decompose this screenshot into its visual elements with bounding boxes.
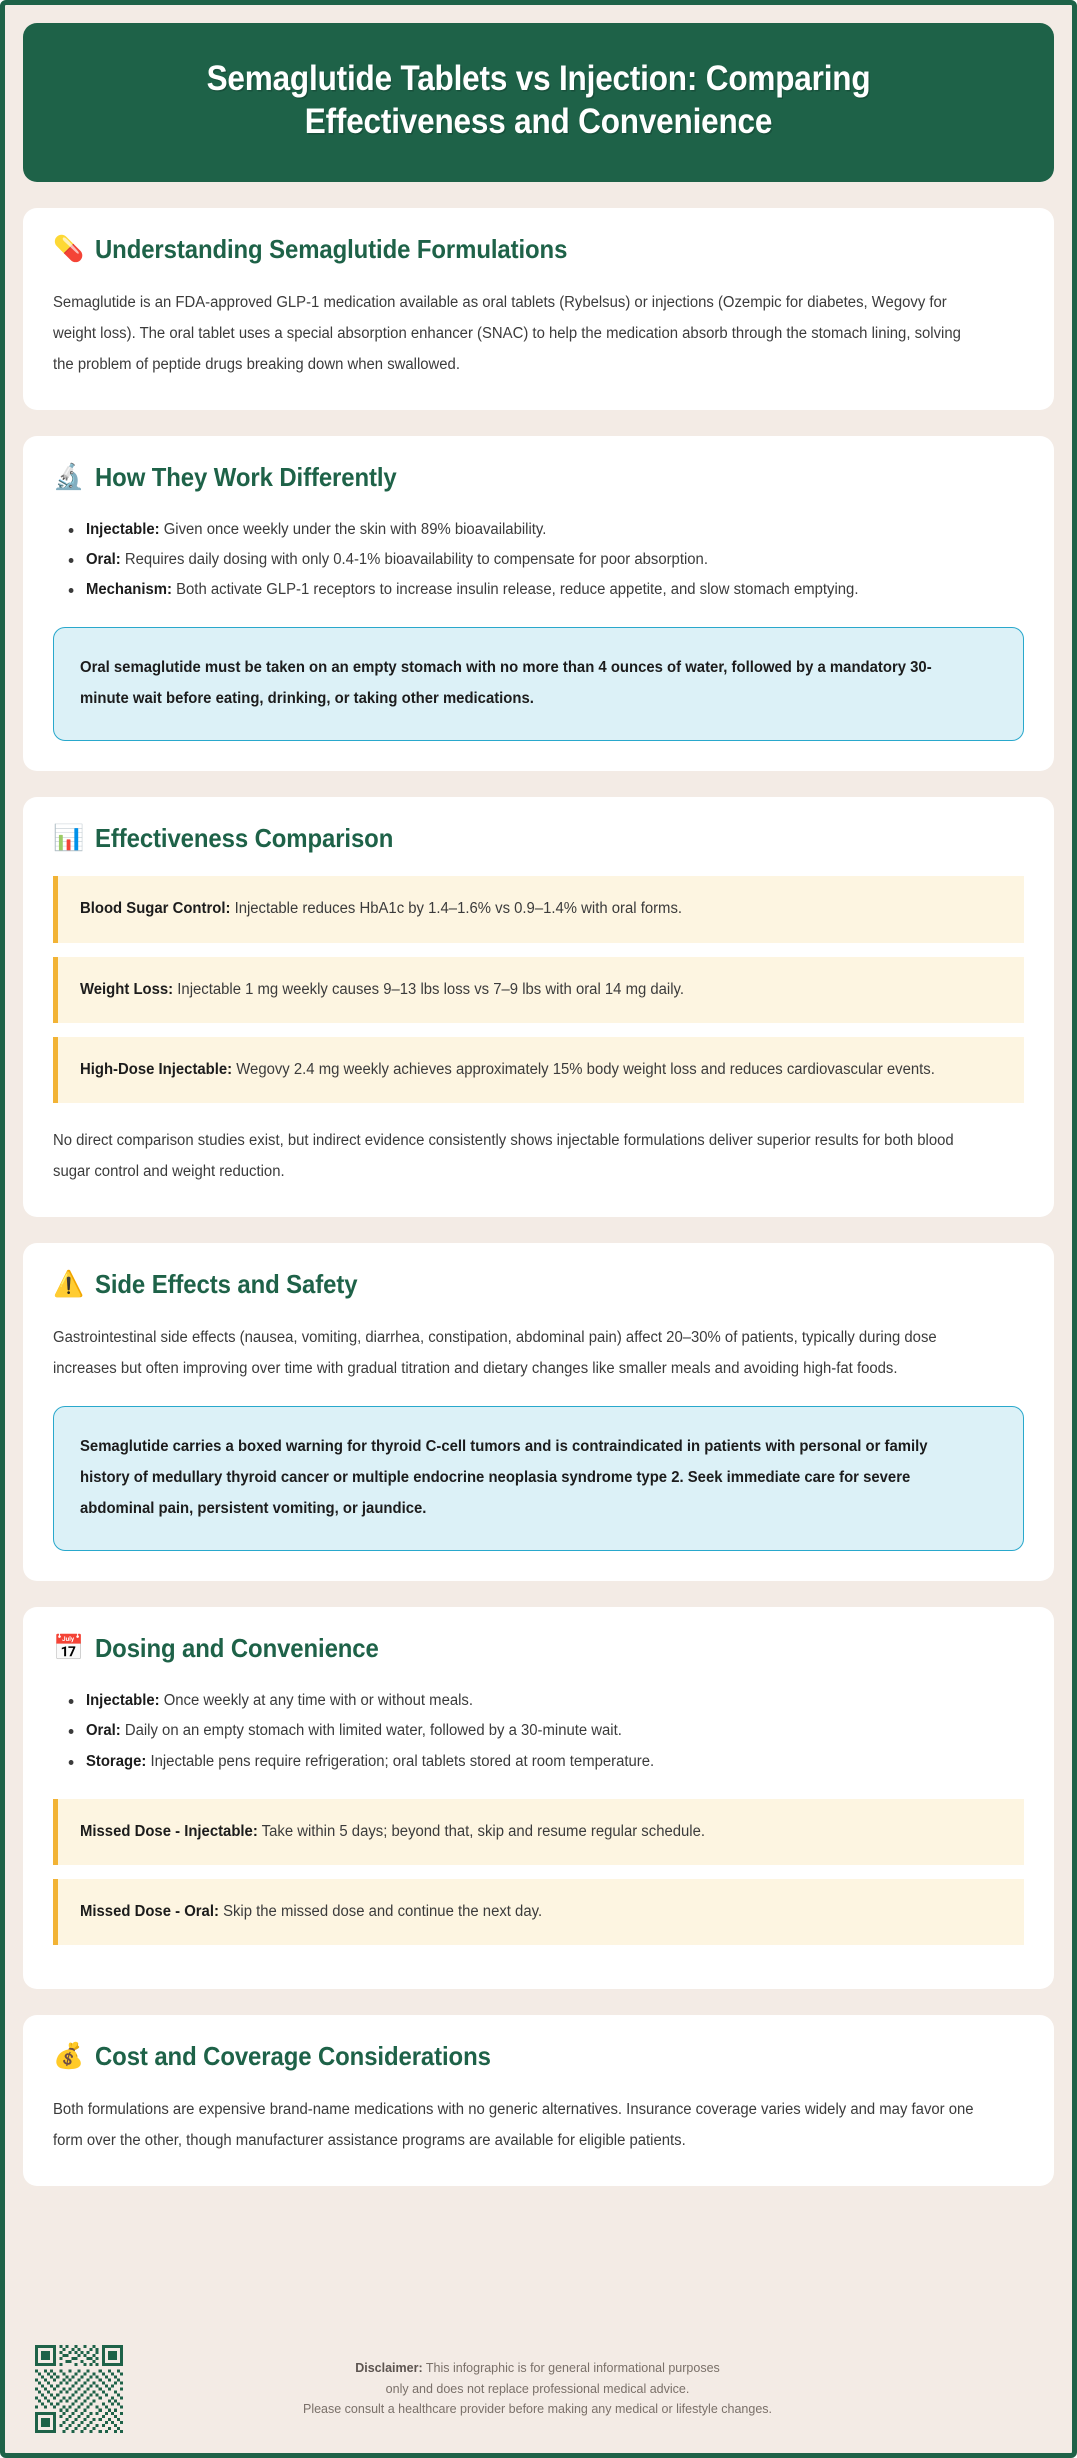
callout-text: Semaglutide carries a boxed warning for thyroid C-cell tumors and is contraindicated in patients with personal or family history of medullary thyroid cancer or multiple endocrine neoplasia syndrome type 2. Seek immediate care for severe abdominal pain, persistent vomiting, or jaundice.: [80, 1438, 928, 1518]
list-item: [61, 1716, 985, 1746]
bullet-list: [61, 515, 1024, 606]
section-title: How They Work Differently: [95, 461, 397, 492]
section-header: [53, 2041, 1024, 2072]
highlight-row: [53, 876, 1024, 942]
highlight-text: [80, 1897, 967, 1927]
qr-code-icon: [35, 2345, 123, 2433]
disclaimer-line-2: only and does not replace professional medical advice.: [385, 2381, 690, 2396]
section-header: [53, 1633, 1024, 1664]
highlight-text: [80, 975, 967, 1005]
calendar-icon: 📅: [53, 1634, 85, 1663]
highlight-text: [80, 1055, 967, 1085]
callout-text: Oral semaglutide must be taken on an empty stomach with no more than 4 ounces of water, followed by a mandatory 30-minute wait before eating, drinking, or taking other medications.: [80, 659, 932, 708]
section-title: Dosing and Convenience: [95, 1633, 379, 1664]
bullet-label: Oral:: [85, 551, 121, 568]
section-cost-and-coverage-considerations: [23, 2015, 1054, 2186]
highlight-body: Injectable reduces HbA1c by 1.4–1.6% vs 0.9–1.4% with oral forms.: [230, 900, 683, 918]
section-title: Effectiveness Comparison: [95, 823, 394, 854]
disclaimer-label: Disclaimer:: [355, 2361, 423, 2376]
section-understanding-semaglutide-formulations: [23, 208, 1054, 410]
highlight-text: [80, 894, 967, 924]
bullet-text: Once weekly at any time with or without meals.: [159, 1692, 474, 1710]
microscope-icon: 🔬: [53, 462, 85, 491]
warning-icon: ⚠️: [53, 1270, 85, 1299]
highlight-label: Missed Dose - Injectable:: [80, 1822, 258, 1840]
section-closing-paragraph: No direct comparison studies exist, but indirect evidence consistently shows injectable formulations deliver superior results for both blood sugar control and weight reduction.: [53, 1132, 954, 1181]
bullet-label: Oral:: [85, 1722, 121, 1740]
highlight-label: Weight Loss:: [80, 980, 174, 998]
list-item: [61, 515, 985, 545]
pill-icon: 💊: [53, 234, 85, 263]
header-banner: [23, 23, 1054, 182]
section-effectiveness-comparison: [23, 797, 1054, 1217]
bullet-text: Injectable pens require refrigeration; oral tablets stored at room temperature.: [146, 1752, 655, 1770]
bullet-list: [61, 1686, 1024, 1777]
section-title: Understanding Semaglutide Formulations: [95, 233, 568, 264]
section-title: Cost and Coverage Considerations: [95, 2041, 491, 2072]
list-item: [61, 1747, 985, 1777]
disclaimer: [123, 2358, 1042, 2420]
bullet-label: Mechanism:: [85, 581, 172, 599]
footer: [23, 2327, 1054, 2453]
highlight-body: Skip the missed dose and continue the next day.: [218, 1902, 543, 1920]
bullet-text: Daily on an empty stomach with limited water, followed by a 30-minute wait.: [120, 1722, 622, 1740]
section-header: [53, 462, 1024, 493]
money-bag-icon: 💰: [53, 2042, 85, 2071]
list-item: [61, 1686, 985, 1716]
bullet-text: Requires daily dosing with only 0.4-1% bioavailability to compensate for poor absorption.: [120, 551, 708, 568]
highlight-row: [53, 1037, 1024, 1103]
section-paragraph: Gastrointestinal side effects (nausea, vomiting, diarrhea, constipation, abdominal pain) affect 20–30% of patients, typically during dose increases but often improving over time with gradual titration and dietary changes like smaller meals and avoiding high-fat foods.: [53, 1329, 937, 1378]
missed-dose-rows: [53, 1799, 1024, 1945]
highlight-text: [80, 1817, 967, 1847]
bullet-label: Injectable:: [85, 520, 160, 538]
section-title: Side Effects and Safety: [95, 1269, 358, 1300]
page-title: Semaglutide Tablets vs Injection: Comparing Effectiveness and Convenience: [206, 59, 871, 142]
section-header: [53, 234, 1024, 265]
disclaimer-line-1: This infographic is for general informational purposes: [422, 2361, 720, 2376]
disclaimer-line-3: Please consult a healthcare provider before making any medical or lifestyle changes.: [302, 2402, 772, 2417]
section-header: [53, 823, 1024, 854]
highlight-label: Blood Sugar Control:: [80, 900, 231, 918]
list-item: [61, 545, 985, 575]
section-side-effects-and-safety: [23, 1243, 1054, 1581]
bullet-label: Storage:: [85, 1752, 147, 1770]
highlight-row: [53, 1799, 1024, 1865]
bullet-text: Given once weekly under the skin with 89% bioavailability.: [159, 520, 547, 538]
section-paragraph: Both formulations are expensive brand-name medications with no generic alternatives. Insurance coverage varies widely and may favor one form over the other, though manufacturer assistance programs are available for eligible patients.: [53, 2101, 974, 2150]
highlight-body: Wegovy 2.4 mg weekly achieves approximately 15% body weight loss and reduces cardiovascular events.: [232, 1060, 935, 1078]
list-item: [61, 575, 985, 605]
callout-box: [53, 627, 1024, 741]
section-dosing-and-convenience: [23, 1607, 1054, 1989]
bar-chart-icon: 📊: [53, 824, 85, 853]
highlight-label: Missed Dose - Oral:: [80, 1902, 219, 1920]
highlight-label: High-Dose Injectable:: [80, 1060, 233, 1078]
section-how-they-work-differently: [23, 436, 1054, 772]
highlight-row: [53, 957, 1024, 1023]
bullet-text: Both activate GLP-1 receptors to increase insulin release, reduce appetite, and slow stomach emptying.: [171, 581, 859, 599]
bullet-label: Injectable:: [85, 1692, 160, 1710]
callout-box: [53, 1406, 1024, 1551]
highlight-body: Injectable 1 mg weekly causes 9–13 lbs loss vs 7–9 lbs with oral 14 mg daily.: [173, 980, 685, 998]
section-paragraph: Semaglutide is an FDA-approved GLP-1 medication available as oral tablets (Rybelsus) or injections (Ozempic for diabetes, Wegovy for weight loss). The oral tablet uses a special absorption enhancer (SNAC) to help the medication absorb through the stomach lining, solving the problem of peptide drugs breaking down when swallowed.: [53, 293, 961, 373]
section-header: [53, 1269, 1024, 1300]
highlight-row: [53, 1879, 1024, 1945]
highlight-body: Take within 5 days; beyond that, skip and resume regular schedule.: [257, 1822, 706, 1840]
